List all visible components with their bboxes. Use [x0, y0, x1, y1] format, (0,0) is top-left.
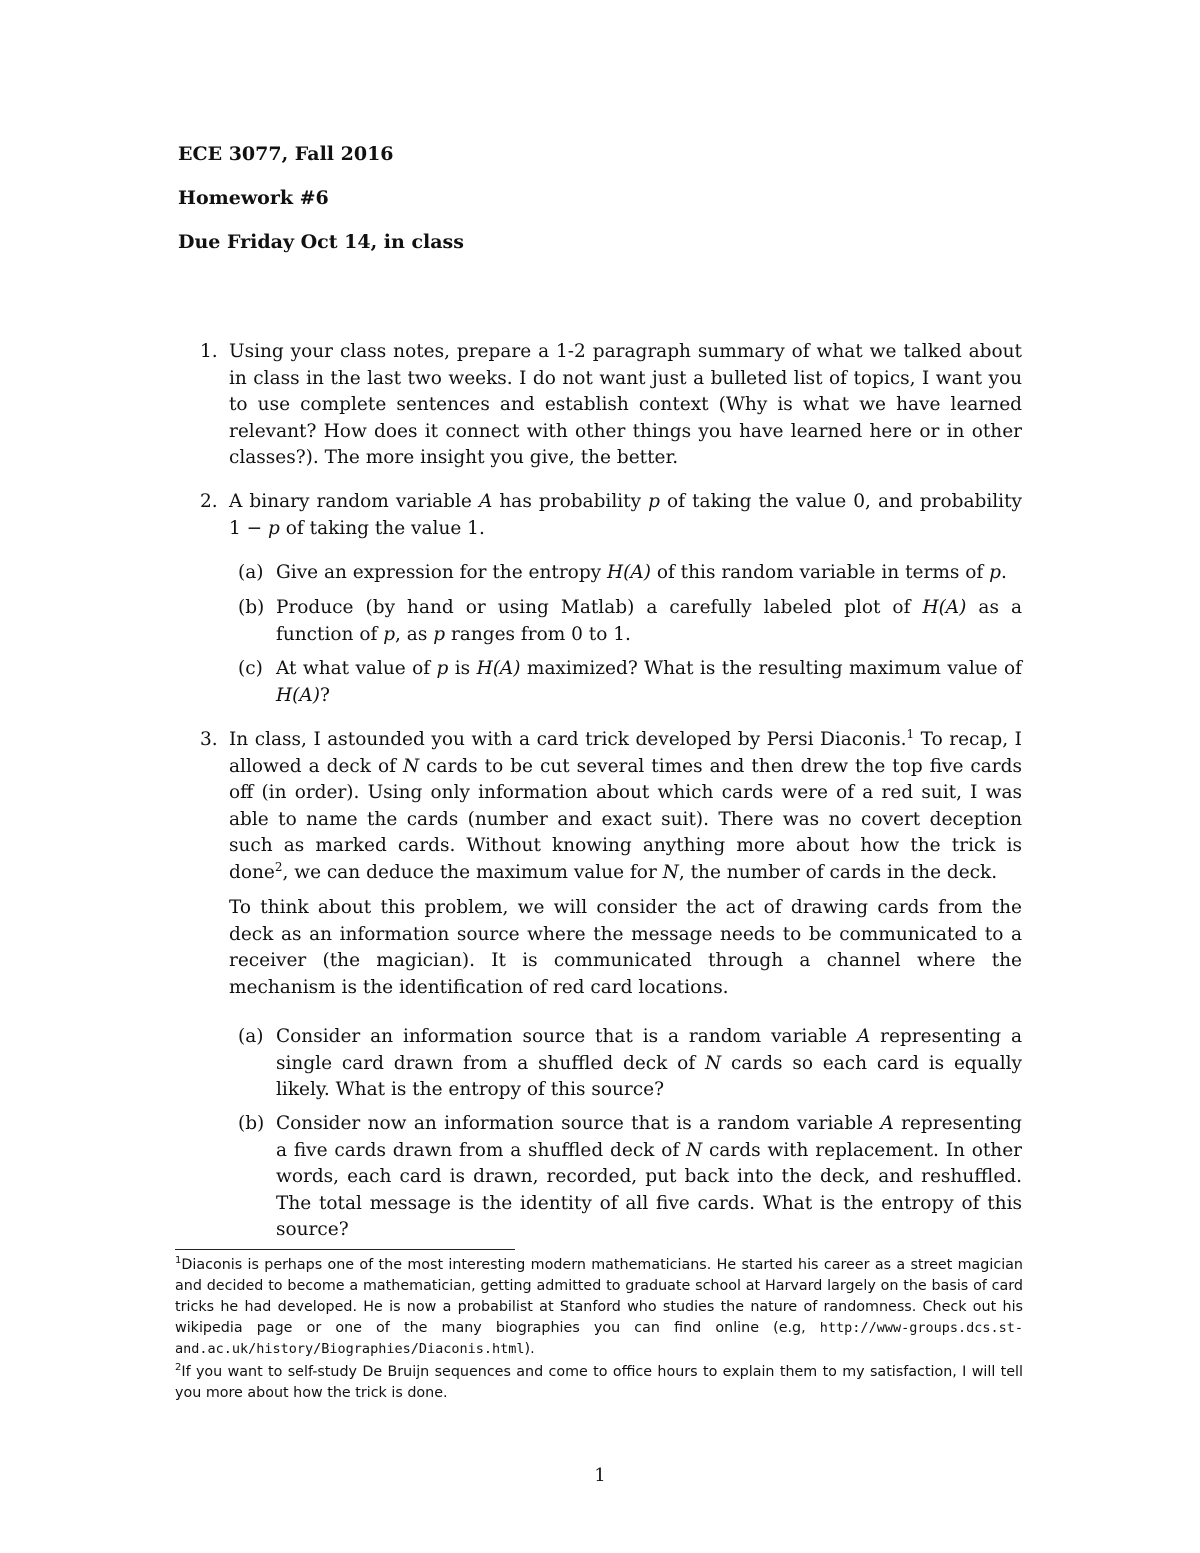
problem-1 — [200, 339, 1022, 472]
problem-number: 2. — [200, 491, 218, 512]
footnote-2: $^2$If you want to self-study De Bruijn sequences and come to office hours to explain them to my satisfaction, I will tell you more about how the trick is done. — [175, 1362, 1023, 1401]
subpart-text: Produce (by hand or using Matlab) a carefully labeled plot of H(A) as a function of p, as p ranges from 0 to 1. — [276, 597, 1022, 645]
subpart-label: (b) — [238, 1113, 265, 1134]
problem-2 — [200, 489, 1022, 542]
subpart-label: (c) — [238, 658, 263, 679]
problem-3a — [238, 1024, 1022, 1104]
subpart-text: Give an expression for the entropy H(A) of this random variable in terms of p. — [276, 562, 1007, 583]
subpart-text: Consider now an information source that is a random variable A representing a five cards drawn from a shuffled deck of N cards with replacement. In other words, each card is drawn, recorded, put back into the deck, and reshuffled. The total message is the identity of all five cards. What is the entropy of this source? — [276, 1113, 1023, 1240]
subpart-label: (a) — [238, 1026, 264, 1047]
homework-title: Homework #6 — [178, 187, 329, 209]
problem-2c — [238, 656, 1022, 709]
footnote-mark: 2 — [175, 1362, 182, 1374]
footnote-ref-2: 2 — [274, 859, 283, 874]
problem-3 — [200, 727, 1022, 886]
subpart-label: (a) — [238, 562, 264, 583]
problem-text: Using your class notes, prepare a 1-2 paragraph summary of what we talked about in class in the last two weeks. I do not want just a bulleted list of topics, I want you to use complete sentences and establish context (Why is what we have learned relevant? How does it connect with other things you have learned here or in other classes?). The more insight you give, the better. — [229, 341, 1022, 468]
problem-3-paragraph: To think about this problem, we will consider the act of drawing cards from the deck as an information source where the message needs to be communicated to a receiver (the magician). It is communicated through a channel where the mechanism is the identification of red card locations. — [229, 897, 1022, 998]
problem-3b — [238, 1111, 1022, 1244]
footnote-divider — [175, 1249, 515, 1250]
footnote-link[interactable]: http://www-groups.dcs.st-and.ac.uk/history/Biographies/Diaconis.html — [175, 1320, 1023, 1357]
problem-2a — [238, 560, 1022, 587]
subpart-text: At what value of p is H(A) maximized? What is the resulting maximum value of H(A)? — [276, 658, 1022, 706]
footnote-1: $^1$Diaconis is perhaps one of the most interesting modern mathematicians. He started his career as a street magician and decided to become a mathematician, getting admitted to graduate school at Harvard largely on the basis of card tricks he had developed. He is now a probabilist at Stanford who studies the nature of randomness. Check out his wikipedia page or one of the many biographies you can find online (e.g, http://www-groups.dcs.st-and.ac.uk/history/Biographies/Diaconis.html). — [175, 1255, 1023, 1357]
page-number: 1 — [594, 1465, 606, 1486]
problem-text: In class, I astounded you with a card trick developed by Persi Diaconis.$^1$ To recap, I allowed a deck of N cards to be cut several times and then drew the top five cards off (in order). Using only information about which cards were of a red suit, I was able to name the cards (number and exact suit). There was no covert deception such as marked cards. Without knowing anything more about how the trick is done$^2$, we can deduce the maximum value for N, the number of cards in the deck. — [229, 726, 1022, 883]
due-date: Due Friday Oct 14, in class — [178, 231, 464, 253]
problem-number: 3. — [200, 729, 218, 750]
course-title: ECE 3077, Fall 2016 — [178, 143, 394, 165]
subpart-text: Consider an information source that is a random variable A representing a single card drawn from a shuffled deck of N cards so each card is equally likely. What is the entropy of this source? — [276, 1026, 1022, 1100]
footnote-ref-1: 1 — [906, 726, 915, 741]
problem-text: A binary random variable A has probability p of taking the value 0, and probability 1 − p of taking the value 1. — [229, 491, 1022, 539]
subpart-label: (b) — [238, 597, 265, 618]
problem-number: 1. — [200, 341, 218, 362]
footnote-mark: 1 — [175, 1255, 182, 1267]
problem-2b — [238, 595, 1022, 648]
